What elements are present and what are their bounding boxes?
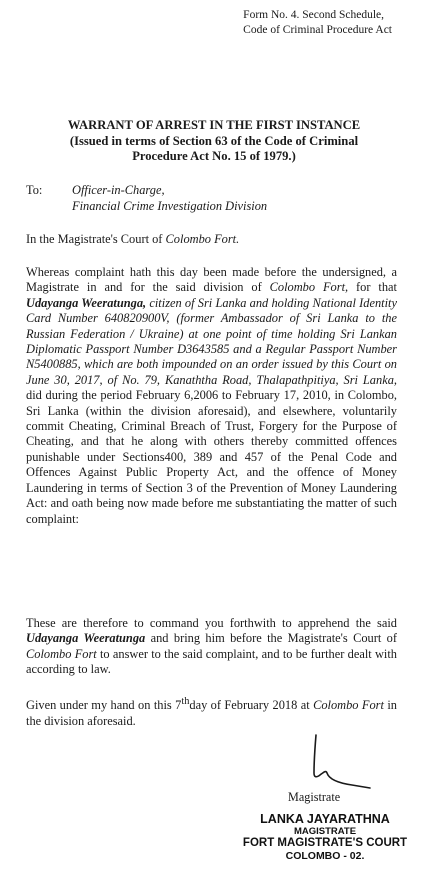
stamp-city: COLOMBO - 02.	[285, 850, 365, 862]
accused-particulars: citizen of Sri Lanka and holding National Identity Card Number 640820900V, (former Ambassador of Sri Lanka to the Russian Federation / Ukraine) at one point of time holding Sri Lankan Diplomatic Passport Number D3643585 and a Regular Passport Number N5400885, which are both impounded on an order issued by this Court on June 30, 2017, of No. 79, Kanaththa Road, Thalapathpitiya, Sri Lanka,	[26, 295, 397, 387]
addressee-label: To:	[26, 183, 43, 197]
complaint-text: for that	[348, 280, 397, 295]
command-text: These are therefore to command you forthwith to apprehend the said	[26, 616, 397, 630]
addressee-line: Officer-in-Charge,	[72, 183, 165, 197]
command-place: Colombo Fort	[26, 646, 97, 661]
addressee-name	[72, 183, 267, 214]
title-line: WARRANT OF ARREST IN THE FIRST INSTANCE	[67, 118, 361, 132]
command-text: and bring him before the Magistrate's Court of	[145, 631, 398, 646]
form-reference-line: Form No. 4. Second Schedule,	[243, 9, 385, 21]
magistrate-stamp	[232, 812, 418, 863]
stamp-title: MAGISTRATE	[293, 826, 357, 837]
given-text: day of February 2018 at	[189, 698, 314, 713]
command-text: to answer to the said complaint, and to be further dealt with according to law.	[26, 646, 398, 677]
accused-name: Udayanga Weeratunga,	[26, 295, 147, 310]
stamp-name: LANKA JAYARATHNA	[260, 812, 390, 826]
form-reference-line: Code of Criminal Procedure Act	[243, 24, 392, 36]
complaint-text: did during the period February 6,2006 to February 17, 2010, in Colombo, Sri Lanka (within the division aforesaid), and elsewhere, voluntarily commit Cheating, Criminal Breach of Trust, Forgery for the Purpose of Cheating, and that he along with others thereby committed offences punishable under Sections400, 389 and 457 of the Penal Code and Offences Against Public Property Act, and the offence of Money Laundering in terms of Section 3 of the Prevention of Money Laundering Act: and oath being now made before me substantiating the matter of such complaint:	[26, 388, 397, 526]
given-superscript: th	[181, 696, 190, 707]
form-reference	[243, 8, 392, 38]
court-prefix: In the Magistrate's Court of	[26, 232, 166, 246]
given-text: Given under my hand on this 7	[26, 698, 182, 713]
court-line	[26, 232, 406, 248]
title-line: Procedure Act No. 15 of 1979.)	[132, 149, 296, 163]
complaint-paragraph	[26, 265, 397, 527]
given-text: in the division aforesaid.	[26, 698, 397, 728]
complaint-text: Whereas complaint hath this day been made before the undersigned, a Magistrate in and for the said division of	[26, 265, 397, 295]
accused-name: Udayanga Weeratunga	[26, 631, 146, 646]
command-paragraph	[26, 616, 397, 678]
court-place: Colombo Fort.	[165, 232, 240, 246]
given-place: Colombo Fort	[313, 698, 384, 713]
title-line: (Issued in terms of Section 63 of the Code of Criminal	[69, 133, 359, 148]
stamp-court: FORT MAGISTRATE'S COURT	[242, 837, 408, 849]
given-paragraph	[26, 694, 397, 729]
handwritten-signature	[302, 733, 372, 791]
complaint-place: Colombo Fort,	[269, 280, 349, 295]
document-title	[18, 118, 410, 165]
addressee-line: Financial Crime Investigation Division	[72, 198, 268, 213]
signatory-role: Magistrate	[288, 790, 341, 804]
